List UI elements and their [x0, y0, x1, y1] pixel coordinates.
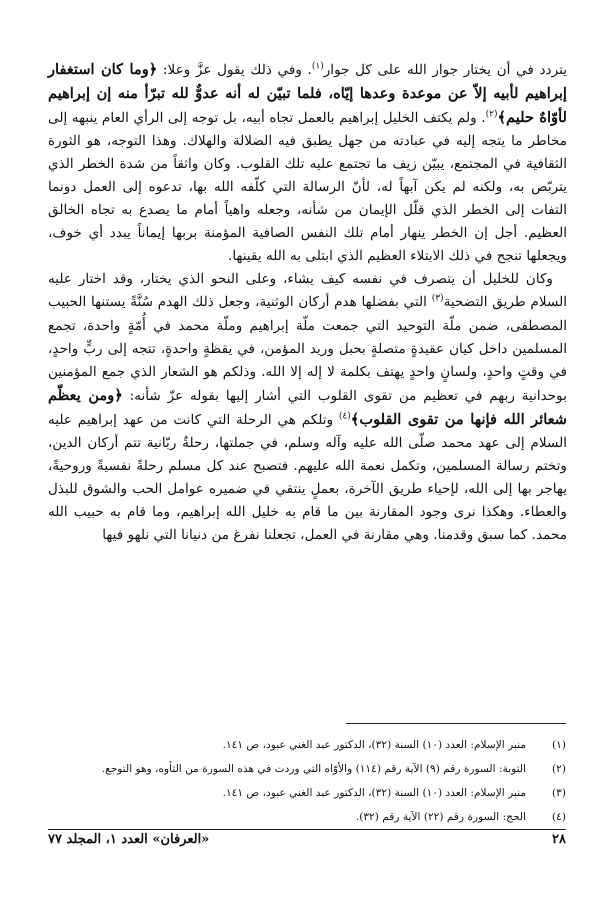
- page-footer: [48, 832, 566, 852]
- footnote-ref-4[interactable]: (٤): [338, 411, 351, 422]
- journal-reference: «العرفان» العدد ١، المجلد ٧٧: [48, 832, 210, 847]
- footnote-number: (٣): [552, 787, 566, 799]
- footnote-ref-1[interactable]: (١): [311, 61, 324, 72]
- paragraph-2: [48, 268, 567, 547]
- paragraph-1: [48, 58, 567, 268]
- page-number: ٢٨: [552, 832, 566, 847]
- footnote-divider: [346, 723, 566, 724]
- footnote-item: [70, 781, 566, 805]
- footnote-number: (١): [552, 739, 566, 751]
- paragraph-2-text-a: وكان للخليل أن يتصرف في نفسه كيف يشاء، وعلى النحو الذي يختار، وقد اختار عليه السلام طريق التضحية: [48, 271, 567, 311]
- quran-verse-1: ﴿وما كان استغفار إبراهيم لأبيه إلاّ عن موعدة وعدها إيّاه، فلما تبيّن له أنه عدوٌّ لله تبرّأ منه إن إبراهيم لأوّاهٌ حليم﴾: [48, 61, 567, 127]
- footnote-item: [70, 757, 566, 781]
- body-text: [48, 58, 567, 547]
- footnote-text: منبر الإسلام: العدد (١٠) السنة (٣٢)، الدكتور عبد الغني عبود، ص ١٤١.: [222, 739, 526, 751]
- footnote-text: التوبة: السورة رقم (٩) الآية رقم (١١٤) والأوّاه التي وردت في هذه السورة من التأوه، وهو التوجع.: [101, 763, 526, 775]
- footnote-ref-2[interactable]: (٢): [485, 109, 498, 120]
- footnote-number: (٢): [552, 763, 566, 775]
- paragraph-1-text-a: يتردد في أن يختار جوار الله على كل جوار: [323, 62, 567, 78]
- paragraph-1-text-c: . ولم يكتف الخليل إبراهيم بالعمل تجاه أبيه، بل توجه إلى الرأي العام ينبهه إلى مخاطر ما يتجه إليه في عبادته من جهل يطبق فيه الضلالة والهلاك. وهذا التوجه، هو الثورة الثقافية في المجتمع، يبيّن زيف ما تجتمع عليه تلك القلوب. وكان واثقاً من شدة الخطر الذي يتربّص به، ولكنه لم يكن آبهاً له، لأنّ الرسالة التي كلّفه الله بها، تدعوه إلى العمل دونما التفات إلى الخطر الذي قلّل الإيمان من شأنه، وجعله واهياً أمام ما يصدع به تجاه الخالق العظيم. أجل إن الخطر ينهار أمام تلك النفس الصافية المؤمنة بربها إيماناً يبدد أي خوف، ويجعلها تنجح في ذلك الابتلاء العظيم الذي ابتلى به الله يقينها.: [48, 110, 567, 265]
- quran-verse-2: ﴿ومن يعظّم شعائر الله فإنها من تقوى القلوب﴾: [48, 386, 567, 428]
- footnote-text: منبر الإسلام: العدد (١٠) السنة (٣٢)، الدكتور عبد الغني عبود، ص ١٤١.: [222, 787, 526, 799]
- paragraph-2-text-c: وتلكم هي الرحلة التي كانت من عهد إبراهيم عليه السلام إلى عهد محمد صلّى الله عليه وآله وسلم، في جملتها، رحلةٌ ربّانية تتم أركان الدين، وتختم رسالة المسلمين، وتكمل نعمة الله عليهم. فتصبح عند كل مسلم رحلةً نفسيةً وروحيةً، يهاجر بها إلى الله، لإحياء طريق الآخرة، بعملٍ ينتقي في ضميره عوامل الحب والشوق للبذل والعطاء. وهكذا نرى وجود المقارنة بين ما قام به خليل الله إبراهيم، وما قام به حبيب الله محمد. كما سبق وقدمنا. وهي مقارنة في العمل، تجعلنا نفرغ من دنيانا التي نلهو فيها: [48, 411, 567, 543]
- footnote-ref-3[interactable]: (٣): [431, 293, 444, 304]
- paragraph-1-text-b: . وفي ذلك يقول عزَّ وعلا:: [157, 62, 312, 78]
- footnote-item: [70, 733, 566, 757]
- footer-rule: [48, 829, 566, 830]
- footnote-item: [70, 805, 566, 829]
- footnote-text: الحج: السورة رقم (٢٢) الآية رقم (٣٢).: [355, 811, 526, 823]
- paragraph-2-text-b: التي بفضلها هدم أركان الوثنية، وجعل ذلك الهدم سُنَّةً يستنها الحبيب المصطفى، ضمن ملّة التوحيد التي جمعت ملّة إبراهيم وملّة محمد في أُمّةٍ واحدة، تجمع المسلمين داخل كيان عقيدةٍ متصلةٍ بحبل وريد المؤمن، في يقظةٍ واحدةٍ، تتجه إلى ربٍّ واحدٍ، في وقتٍ واحدٍ، ولسانٍ واحدٍ يهتف بكلمة لا إله إلا الله. وذلكم هو الشعار الذي جمع المؤمنين بوحدانية ربهم في تعظيم من تقوى القلوب التي أشار إليها بقوله عزّ شأنه:: [48, 294, 567, 404]
- footnotes: [70, 733, 566, 829]
- footnote-number: (٤): [552, 811, 566, 823]
